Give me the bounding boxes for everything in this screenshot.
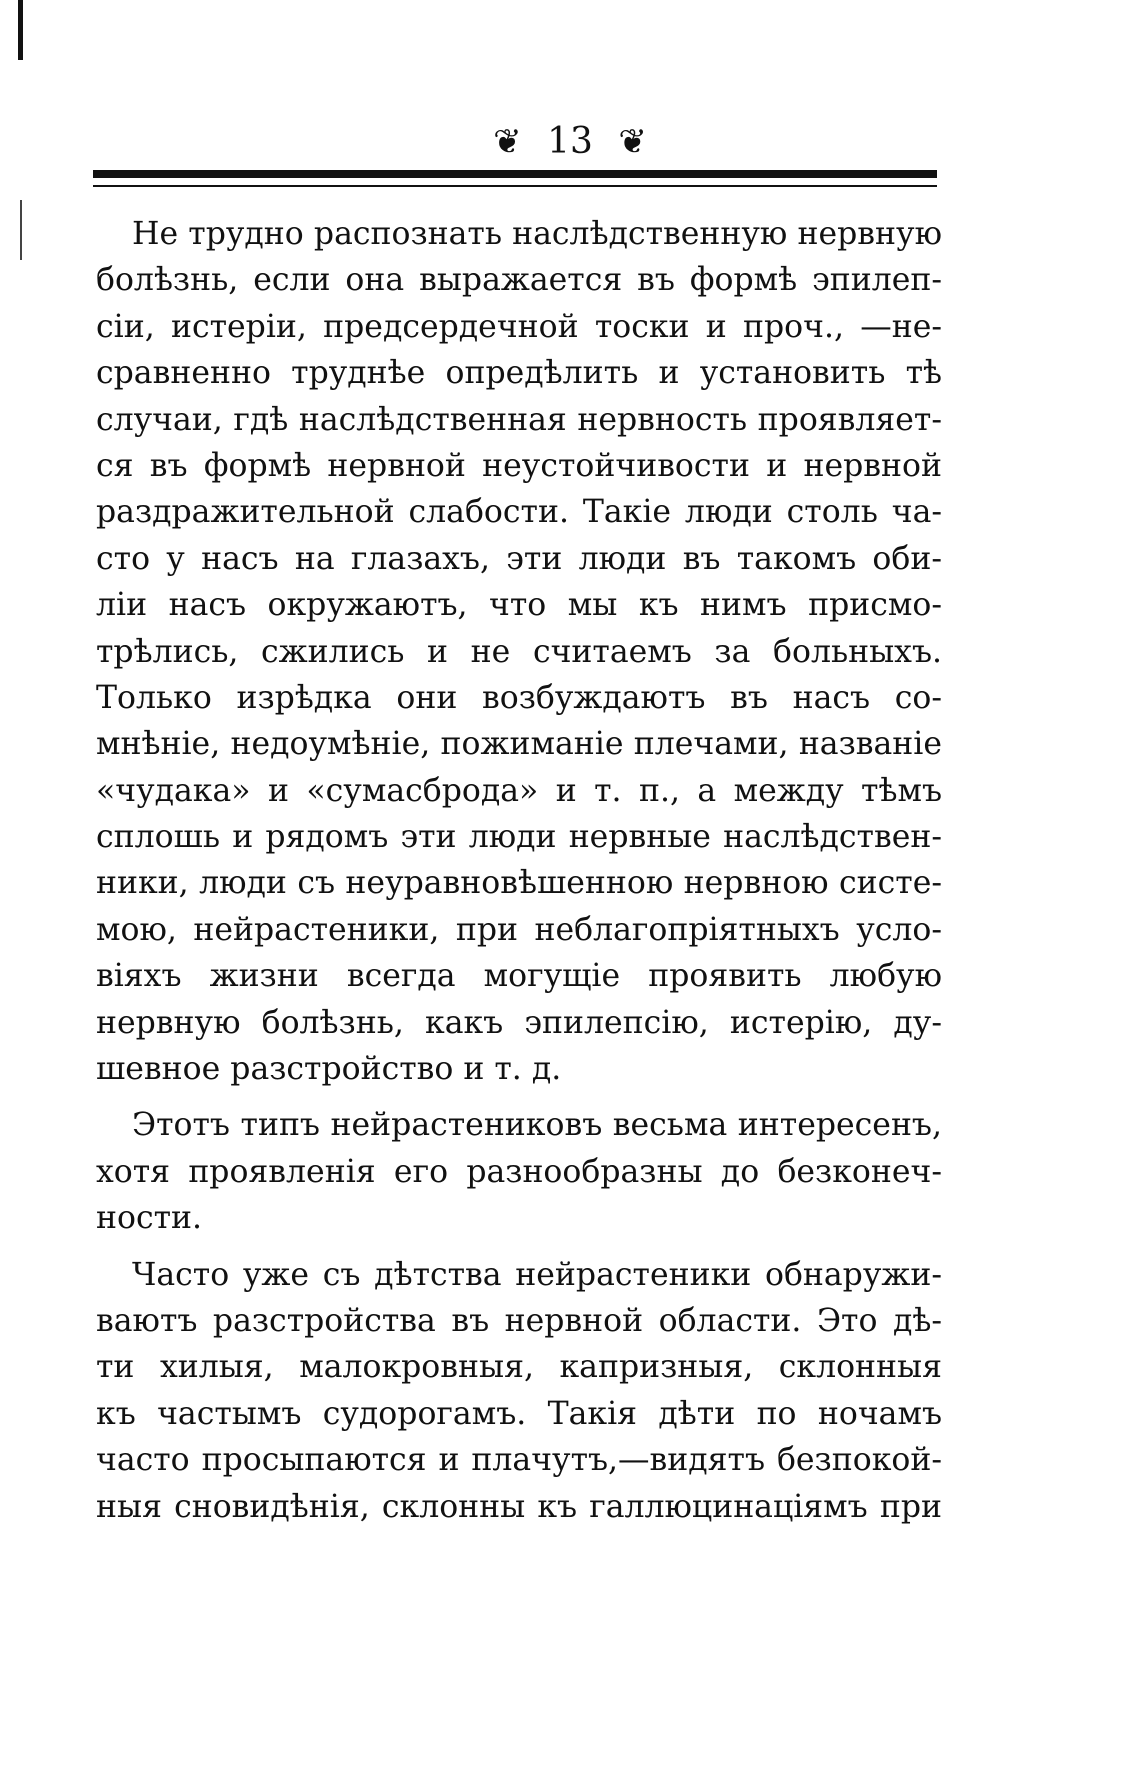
- text-line: Этотъ типъ нейрастениковъ весьма интересенъ,: [132, 1107, 942, 1144]
- header-rule: [93, 170, 937, 187]
- text-line: сто у насъ на глазахъ, эти люди въ такомъ оби-: [96, 540, 942, 577]
- text-line: къ частымъ судорогамъ. Такія дѣти по ночамъ: [96, 1395, 942, 1432]
- text-line: Только изрѣдка они возбуждаютъ въ насъ со-: [96, 679, 942, 716]
- text-line: ваютъ разстройства въ нервной области. Это дѣ-: [96, 1302, 942, 1339]
- text-line: ся въ формѣ нервной неустойчивости и нервной: [96, 447, 942, 484]
- text-line: ности.: [96, 1200, 203, 1237]
- text-line: ники, люди съ неуравновѣшенною нервною систе-: [96, 865, 942, 902]
- text-line: ти хилыя, малокровныя, капризныя, склонныя: [96, 1349, 942, 1386]
- text-line: сіи, истеріи, предсердечной тоски и проч., —не-: [96, 308, 942, 345]
- text-line: ліи насъ окружаютъ, что мы къ нимъ присмо-: [96, 587, 942, 624]
- ornament-icon: ❦: [618, 122, 647, 162]
- page-header: [0, 118, 1140, 164]
- paragraph-gap: [96, 1242, 942, 1252]
- text-line: шевное разстройство и т. д.: [96, 1051, 562, 1088]
- scan-edge-mark: [18, 0, 23, 60]
- text-line: раздражительной слабости. Такіе люди столь ча-: [96, 494, 942, 531]
- paragraph-gap: [96, 1092, 942, 1102]
- text-line: трѣлись, сжились и не считаемъ за больныхъ.: [96, 633, 942, 670]
- text-line: мнѣніе, недоумѣніе, пожиманіе плечами, названіе: [96, 726, 942, 763]
- text-line: нервную болѣзнь, какъ эпилепсію, истерію, ду-: [96, 1004, 942, 1041]
- ornament-icon: ❦: [493, 122, 522, 162]
- text-line: Часто уже съ дѣтства нейрастеники обнаружи-: [132, 1256, 942, 1293]
- text-line: сплошь и рядомъ эти люди нервные наслѣдствен-: [96, 819, 942, 856]
- page-number: 13: [547, 121, 593, 162]
- text-line: Не трудно распознать наслѣдственную нервную: [132, 216, 942, 252]
- text-line: болѣзнь, если она выражается въ формѣ эпилеп-: [96, 262, 942, 299]
- text-line: віяхъ жизни всегда могущіе проявить любую: [96, 958, 942, 995]
- text-line: ныя сновидѣнія, склонны къ галлюцинаціямъ при: [96, 1488, 942, 1525]
- text-line: сравненно труднѣе опредѣлить и установить тѣ: [96, 355, 942, 392]
- scan-edge-mark: [20, 200, 22, 260]
- text-line: «чудака» и «сумасброда» и т. п., а между тѣмъ: [96, 772, 942, 809]
- text-line: хотя проявленія его разнообразны до безконеч-: [96, 1153, 942, 1190]
- text-line: мою, нейрастеники, при неблагопріятныхъ усло-: [96, 911, 942, 948]
- body-text: [96, 211, 942, 1530]
- text-line: случаи, гдѣ наслѣдственная нервность проявляет-: [96, 401, 942, 438]
- text-line: часто просыпаются и плачутъ,—видятъ безпокой-: [96, 1442, 942, 1479]
